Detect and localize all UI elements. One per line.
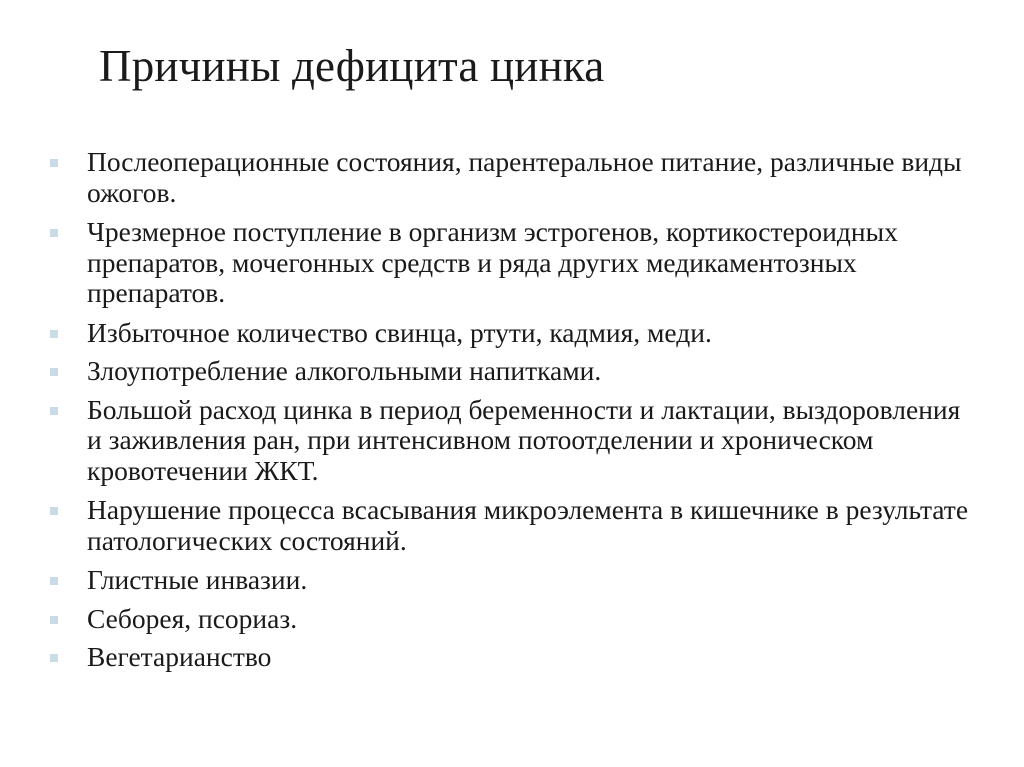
square-bullet-icon: [50, 507, 58, 515]
square-bullet-icon: [50, 229, 58, 237]
square-bullet-icon: [50, 159, 58, 167]
square-bullet-icon: [50, 654, 58, 662]
bullet-list: [50, 147, 980, 681]
list-item: [50, 356, 980, 387]
list-item-text: Глистные инвазии.: [87, 564, 308, 595]
list-item-text: Избыточное количество свинца, ртути, кадмия, меди.: [87, 316, 712, 348]
list-item: [50, 318, 980, 349]
square-bullet-icon: [50, 368, 58, 376]
list-item: [50, 147, 980, 208]
list-item-text: Послеоперационные состояния, парентеральное питание, различные виды ожогов.: [87, 146, 962, 208]
list-item-text: Себорея, псориаз.: [87, 602, 298, 634]
list-item: [50, 217, 980, 309]
list-item: [50, 565, 980, 596]
square-bullet-icon: [50, 407, 58, 415]
list-item: [50, 495, 980, 556]
list-item-text: Большой расход цинка в период беременности и лактации, выздоровления и заживления ран, при интенсивном потоотделении и хроническом кровотечении ЖКТ.: [87, 393, 961, 486]
list-item: [50, 395, 980, 487]
square-bullet-icon: [50, 577, 58, 585]
list-item: [50, 642, 980, 673]
list-item-text: Нарушение процесса всасывания микроэлемента в кишечнике в результате патологических состояний.: [87, 494, 969, 556]
list-item-text: Злоупотребление алкогольными напитками.: [87, 355, 602, 386]
list-item: [50, 604, 980, 635]
square-bullet-icon: [50, 330, 58, 338]
slide-title: Причины дефицита цинка: [99, 41, 605, 91]
list-item-text: Чрезмерное поступление в организм эстрогенов, кортикостероидных препаратов, мочегонных средств и ряда других медикаментозных препаратов.: [87, 216, 898, 308]
square-bullet-icon: [50, 616, 58, 624]
list-item-text: Вегетарианство: [87, 641, 272, 672]
